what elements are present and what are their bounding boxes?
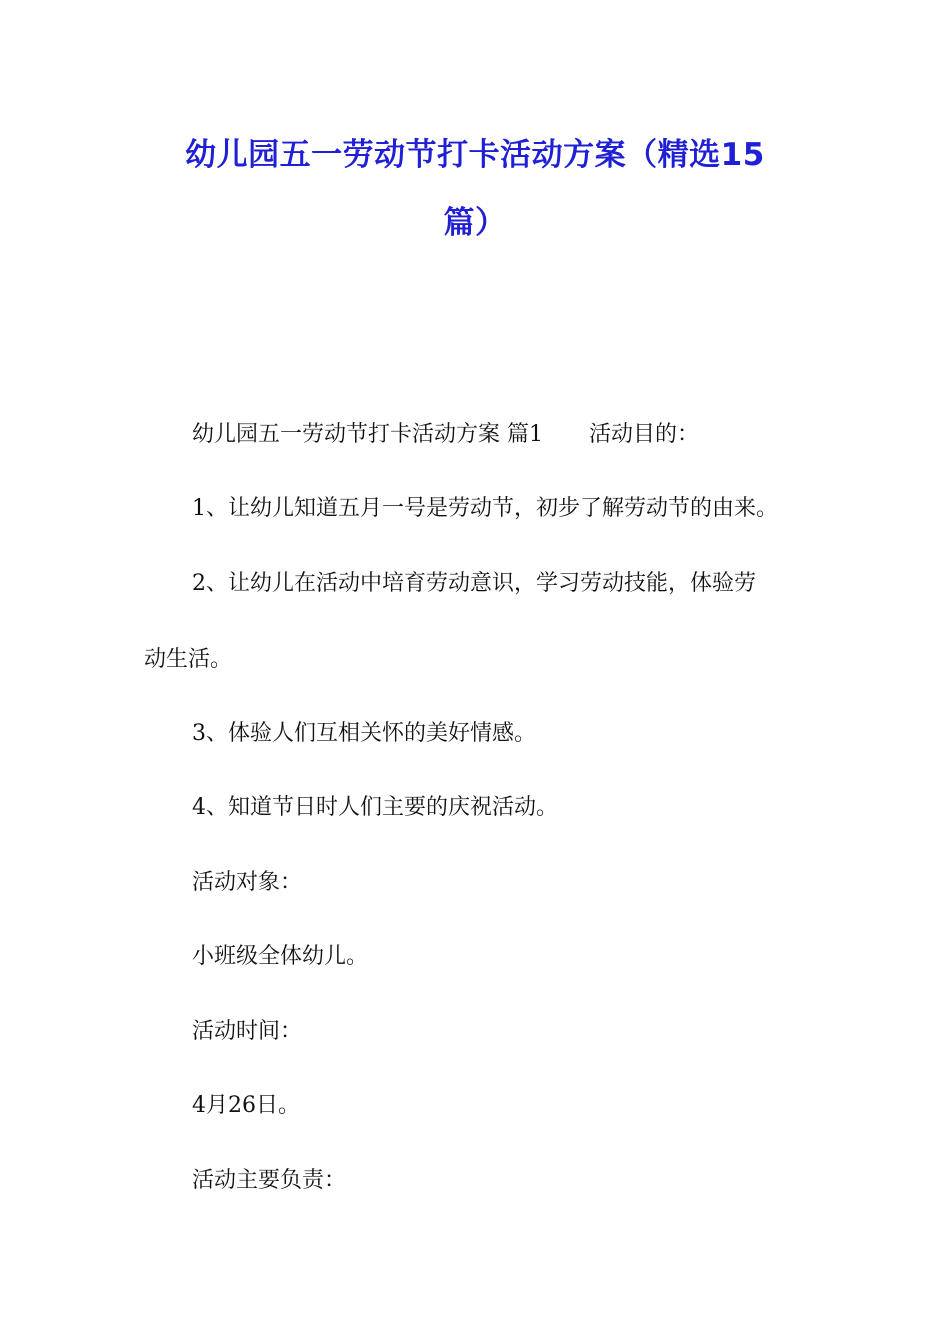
- document-title-line2: 篇）: [443, 205, 507, 241]
- goal-item-1: 1、让幼儿知道五月一号是劳动节，初步了解劳动节的由来。: [192, 496, 778, 521]
- owner-label: 活动主要负责：: [192, 1168, 347, 1193]
- time-value: 4月26日。: [192, 1093, 300, 1118]
- document-title-line1: 幼儿园五一劳动节打卡活动方案（精选15: [185, 137, 765, 173]
- target-value: 小班级全体幼儿。: [192, 944, 369, 969]
- goals-label: 活动目的：: [589, 422, 700, 447]
- goal-item-2-line1: 2、让幼儿在活动中培育劳动意识，学习劳动技能，体验劳: [192, 571, 756, 596]
- time-label: 活动时间：: [192, 1019, 303, 1044]
- section-heading: 幼儿园五一劳动节打卡活动方案 篇1: [192, 422, 543, 447]
- goal-item-3: 3、体验人们互相关怀的美好情感。: [192, 721, 536, 746]
- section-heading-line: [192, 420, 699, 450]
- goal-item-2-line2: 动生活。: [144, 647, 233, 672]
- goal-item-4: 4、知道节日时人们主要的庆祝活动。: [192, 795, 558, 820]
- target-label: 活动对象：: [192, 870, 303, 895]
